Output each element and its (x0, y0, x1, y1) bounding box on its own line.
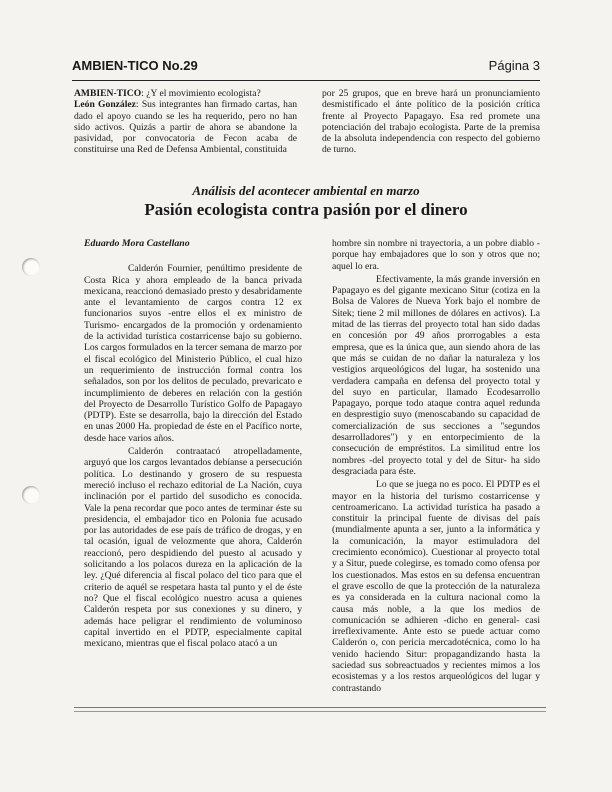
punch-hole-bottom (22, 486, 40, 504)
interview-column-right (322, 88, 540, 156)
page-number: Página 3 (488, 58, 540, 73)
interview-column-left: AMBIEN-TICO: ¿Y el movimiento ecologista? León González: Sus integrantes han firmado cartas, han dado el apoyo cuando se les ha requerido, pero no han sido activos. Quizás a partir de ahora se abandone la pasividad, por convocatoria de Fecon acaba de constituirse una Red de Defensa Ambiental, constituida (74, 88, 297, 156)
answer-label: León González (74, 99, 136, 111)
footer-rule (74, 707, 546, 708)
header-rule (72, 80, 540, 81)
punch-hole-top (22, 258, 40, 276)
article-author: Eduardo Mora Castellano (84, 238, 190, 249)
article-paragraph: Calderón contraatacó atropelladamente, arguyó que los cargos levantados debíanse a persecución política. Lo destinando y grosero de su respuesta mereció incluso el rechazo editorial de La Nación, cuya inclinación por el partido del susodicho es conocida. Vale la pena recordar que poco antes de terminar éste su presidencia, el embajador tico en Polonia fue acusado por las autoridades de ese país de tráfico de drogas, y en tal ocasión, igual de velozmente que ahora, Calderón reaccionó, pero despidiendo del puesto al acusado y solicitando a los polacos dureza en la aplicación de la ley. ¿Qué diferencia al fiscal polaco del tico para que el criterio de aquél se respetara hasta tal punto y el de éste no? Que el fiscal ecológico nuestro acusa a quienes Calderón respeta por sus conexiones y su dinero, y además hace peligrar el rendimiento de voluminoso capital invertido en el PDTP, especialmente capital mexicano, mientras que el fiscal polaco atacó a un (84, 446, 302, 650)
article-paragraph: Lo que se juega no es poco. El PDTP es el mayor en la historia del turismo costarricense y centroamericano. La actividad turística ha pasado a constituir la principal fuente de divisas del país (mundialmente apunta a ser, junto a la informática y la comunicación, la mayor estimuladora del crecimiento económico). Cuestionar al proyecto total y a Situr, puede colegirse, es tomado como ofensa por los cuestionados. Mas estos en su defensa encuentran el grave escollo de que la protección de la naturaleza es ya considerada en la cultura nacional como la causa más noble, a la que los medios de comunicación se adhieren -dicho en general- casi irreflexivamente. Ante esto se puede actuar como Calderón o, con pericia mercadotécnica, como lo ha venido haciendo Situr: propagandizando hasta la saciedad sus sobreactuados y recientes mimos a los ecosistemas y a los restos arqueológicos del lugar y contrastando (332, 479, 540, 694)
page-header (72, 58, 540, 78)
article-title: Pasión ecologista contra pasión por el dinero (144, 200, 468, 219)
answer-continued: por 25 grupos, que en breve hará un pronunciamiento desmistificado el ánte político de la posición crítica frente al Proyecto Papagayo. Esa red promete una potenciación del trabajo ecologista. Parte de la premisa de la absoluta independencia con respecto del gobierno de turno. (322, 88, 540, 156)
footer-rule-secondary (74, 711, 546, 712)
article-paragraph: Calderón Fournier, penúltimo presidente de Costa Rica y ahora empleado de la banca privada mexicana, reaccionó demasiado presto y desabridamente ante el levantamiento de cargos contra 12 ex funcionarios suyos -entre ellos el ex ministro de Turismo- encargados de la promoción y ordenamiento de la actividad turística costarricense bajo su gobierno. Los cargos formulados en la tercer semana de marzo por el fiscal ecológico del Ministerio Público, el cual hizo un requerimiento de instrucción formal contra los señalados, son por los delitos de peculado, prevaricato e incumplimiento de deberes en relación con la gestión del Proyecto de Desarrollo Turístico Golfo de Papagayo (PDTP). Este se desarrolla, bajo la dirección del Estado en unas 2000 Ha. propiedad de éste en el Pacífico norte, desde hace varios años. (84, 263, 302, 444)
article-column-left (84, 238, 302, 649)
publication-title: AMBIEN-TICO No.29 (72, 58, 198, 73)
question-label: AMBIEN-TICO (74, 88, 142, 99)
article-paragraph: Efectivamente, la más grande inversión en Papagayo es del gigante mexicano Situr (cotiza en la Bolsa de Valores de Nueva York bajo el nombre de Sitek; tiene 2 mil millones de dólares en activos). La mitad de las tierras del proyecto total han sido dadas en concesión por 49 años prorrogables a esta empresa, que es la única que, aun siendo ahora de las que más se cuidan de no dañar la naturaleza y los vestigios arqueológicos del lugar, ha sostenido una verdadera campaña en defensa del proyecto total y del suyo en particular, llamado Ecodesarrollo Papagayo, porque todo ataque contra aquel redunda en desprestigio suyo (menoscabando su capacidad de comercialización de sus secciones a "segundos desarrolladores") y en entorpecimiento de la consecución de empréstitos. La similitud entre los nombres -del proyecto total y del de Situr- ha sido desgraciada para éste. (332, 273, 540, 477)
article-kicker: Análisis del acontecer ambiental en marzo (192, 183, 420, 198)
article-paragraph: hombre sin nombre ni trayectoria, a un pobre diablo -porque hay embajadores que lo son y otros que no; aquel lo era. (332, 238, 540, 272)
answer-text: : Sus integrantes han firmado cartas, han dado el apoyo cuando se les ha requerido, pero no han sido activos. Quizás a partir de ahora se abandone la pasividad, por convocatoria de Fecon acaba de constituirse una Red de Defensa Ambiental, constituida (74, 99, 297, 156)
article-column-right (332, 238, 540, 694)
question-text: ¿Y el movimiento ecologista? (146, 88, 261, 99)
